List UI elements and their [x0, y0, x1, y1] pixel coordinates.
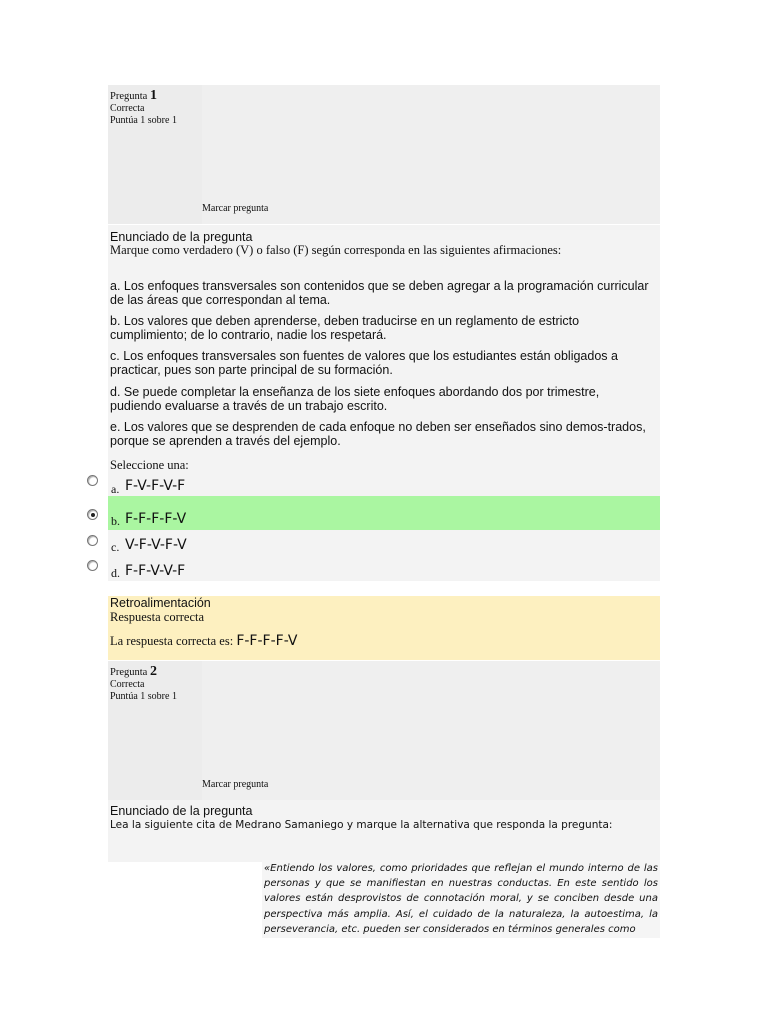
- flag-question-2-link[interactable]: Marcar pregunta: [202, 779, 269, 790]
- statement-e: e. Los valores que se desprenden de cada enfoque no deben ser enseñados sino demos-trados, porque se aprenden a través del ejemplo.: [110, 420, 646, 448]
- option-a-radio[interactable]: [87, 475, 98, 486]
- question-1-instruction: Marque como verdadero (V) o falso (F) según corresponda en las siguientes afirmaciones:: [110, 243, 562, 257]
- feedback-panel: [108, 596, 660, 660]
- question-1-heading: Enunciado de la pregunta: [110, 230, 253, 244]
- option-c-radio[interactable]: [87, 535, 98, 546]
- question-1-label: [110, 88, 157, 104]
- question-2-content: [108, 800, 660, 862]
- question-2-state: Correcta: [110, 679, 145, 690]
- option-text: F-V-F-V-F: [125, 478, 186, 494]
- option-letter: c.: [111, 540, 120, 554]
- correct-answer-value: F-F-F-F-V: [236, 633, 298, 649]
- question-1-content: [108, 225, 660, 581]
- option-b-radio[interactable]: [87, 509, 98, 520]
- question-label-text: Pregunta: [110, 667, 148, 678]
- option-d-radio[interactable]: [87, 560, 98, 571]
- option-letter: a.: [111, 482, 120, 496]
- question-1-state: Correcta: [110, 103, 145, 114]
- question-label-text: Pregunta: [110, 91, 148, 102]
- flag-question-1-link[interactable]: Marcar pregunta: [202, 203, 269, 214]
- question-2-score: Puntúa 1 sobre 1: [110, 691, 177, 702]
- question-2-label: [110, 664, 157, 680]
- feedback-result: Respuesta correcta: [110, 610, 205, 624]
- statement-d: d. Se puede completar la enseñanza de los siete enfoques abordando dos por trimestre, pudiendo evaluarse a través de un trabajo escrito.: [110, 385, 600, 413]
- question-1-info: [108, 85, 660, 224]
- statement-b: b. Los valores que deben aprenderse, deben traducirse en un reglamento de estricto cumplimiento; de lo contrario, nadie los respetará.: [110, 314, 580, 342]
- select-one-label: Seleccione una:: [110, 458, 189, 472]
- statement-c: c. Los enfoques transversales son fuentes de valores que los estudiantes están obligados a practicar, pues son parte principal de su formación.: [110, 349, 618, 377]
- statement-a: a. Los enfoques transversales son contenidos que se deben agregar a la programación curricular de las áreas que correspondan al tema.: [110, 279, 649, 307]
- option-d-row[interactable]: [108, 556, 660, 582]
- option-letter: d.: [111, 566, 120, 580]
- option-text: V-F-V-F-V: [125, 537, 187, 553]
- option-text: F-F-F-F-V: [125, 511, 187, 527]
- question-2-info: [108, 661, 660, 800]
- question-number: 2: [149, 664, 157, 679]
- correct-answer-prefix: La respuesta correcta es:: [110, 634, 237, 648]
- option-text: F-F-V-V-F: [125, 563, 186, 579]
- correct-answer: [110, 634, 650, 648]
- medrano-quote: «Entiendo los valores, como prioridades que reflejan el mundo interno de las personas y que se manifiestan en nuestras conductas. En este sentido los valores están desprovistos de connotación moral, y se conciben desde una perspectiva más amplia. Así, el cuidado de la naturaleza, la autoestima, la perseverancia, etc. pueden ser considerados en términos generales como: [264, 863, 658, 935]
- option-c-row[interactable]: [108, 530, 660, 556]
- feedback-title: Retroalimentación: [110, 596, 211, 610]
- question-2-instruction: Lea la siguiente cita de Medrano Samaniego y marque la alternativa que responda la pregunta:: [110, 819, 613, 831]
- question-1-score: Puntúa 1 sobre 1: [110, 115, 177, 126]
- option-letter: b.: [111, 514, 120, 528]
- question-2-heading: Enunciado de la pregunta: [110, 804, 253, 818]
- option-b-row[interactable]: [108, 496, 660, 530]
- question-number: 1: [149, 88, 157, 103]
